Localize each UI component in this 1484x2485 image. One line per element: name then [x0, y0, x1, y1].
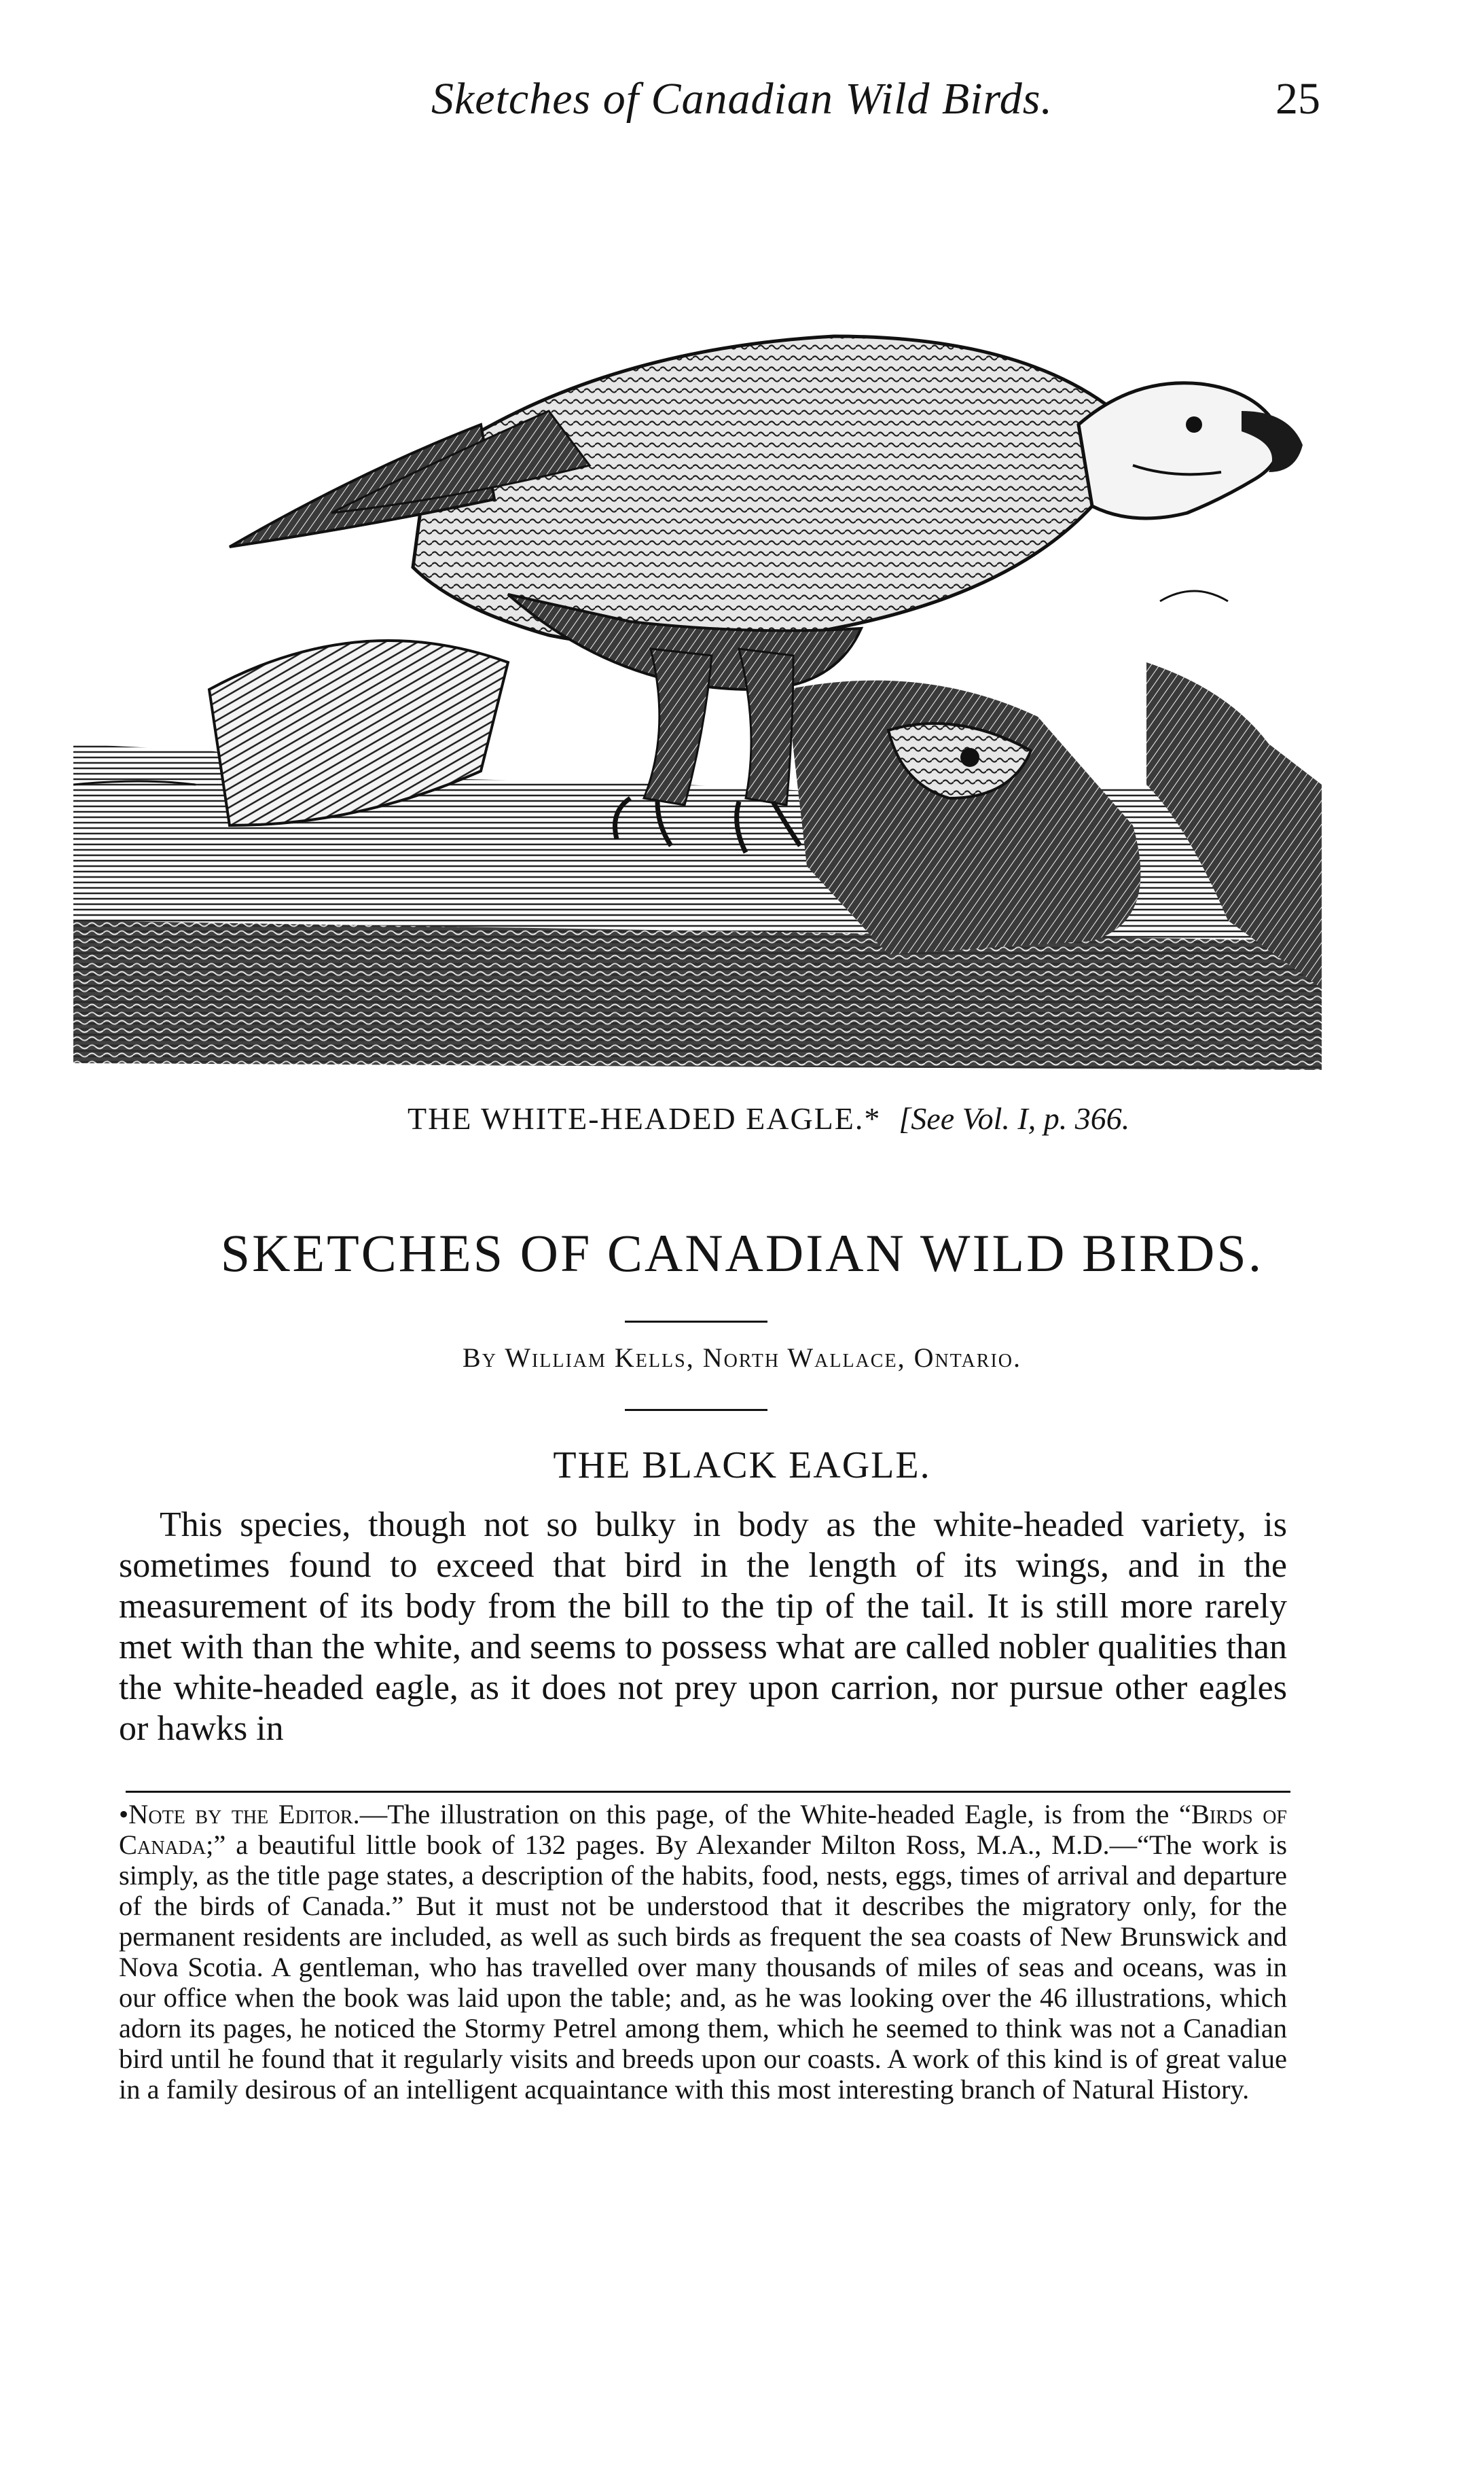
- section-title: THE BLACK EAGLE.: [553, 1444, 931, 1486]
- article-byline: By William Kells, North Wallace, Ontario.: [463, 1342, 1021, 1373]
- footnote-rule: [126, 1791, 1290, 1793]
- body-paragraph: This species, though not so bulky in body as the white-headed variety, is sometimes found to exceed that bird in the length of its wings, and in the measurement of its body from the bill to the tip of the tail. It is still more rarely met with than the white, and seems to possess what are called nobler qualities than the white-headed eagle, as it does not prey upon carrion, nor pursue other eagles or hawks in: [119, 1505, 1287, 1748]
- title-rule: [625, 1321, 767, 1323]
- eagle-illustration: [73, 309, 1322, 1080]
- caption-reference: [See Vol. I, p. 366.: [899, 1101, 1130, 1136]
- footnote-marker: •Note by the Editor.: [119, 1799, 360, 1829]
- page-number: 25: [1275, 74, 1320, 124]
- footnote-book-title: Birds of Canada: [119, 1799, 1287, 1860]
- footnote-text-2: ;” a beautiful little book of 132 pages. By Alexander Milton Ross, M.A., M.D.—“The work is simply, as the title page states, a description of the habits, food, nests, eggs, times of arrival and departure of the birds of Canada.” But it must not be understood that it describes the migratory only, for the permanent residents are included, as well as such birds as frequent the sea coasts of New Brunswick and Nova Scotia. A gentleman, who has travelled over many thousands of miles of seas and oceans, was in our office when the book was laid upon the table; and, as he was looking over the 46 illustrations, which adorn its pages, he noticed the Stormy Petrel among them, which he seemed to think was not a Canadian bird until he found that it regularly visits and breeds upon our coasts. A work of this kind is of great value in a family desirous of an intelligent acquaintance with this most interesting branch of Natural History.: [119, 1829, 1287, 2105]
- running-head: [0, 73, 1484, 128]
- running-title: Sketches of Canadian Wild Birds.: [431, 74, 1053, 124]
- footnote-text-1: —The illustration on this page, of the White-headed Eagle, is from the “: [359, 1799, 1191, 1829]
- editor-footnote: [119, 1799, 1287, 2105]
- byline-rule: [625, 1409, 767, 1411]
- caption-title: THE WHITE-HEADED EAGLE.*: [408, 1101, 882, 1136]
- illustration-caption: [408, 1101, 1129, 1137]
- article-title: SKETCHES OF CANADIAN WILD BIRDS.: [220, 1223, 1264, 1283]
